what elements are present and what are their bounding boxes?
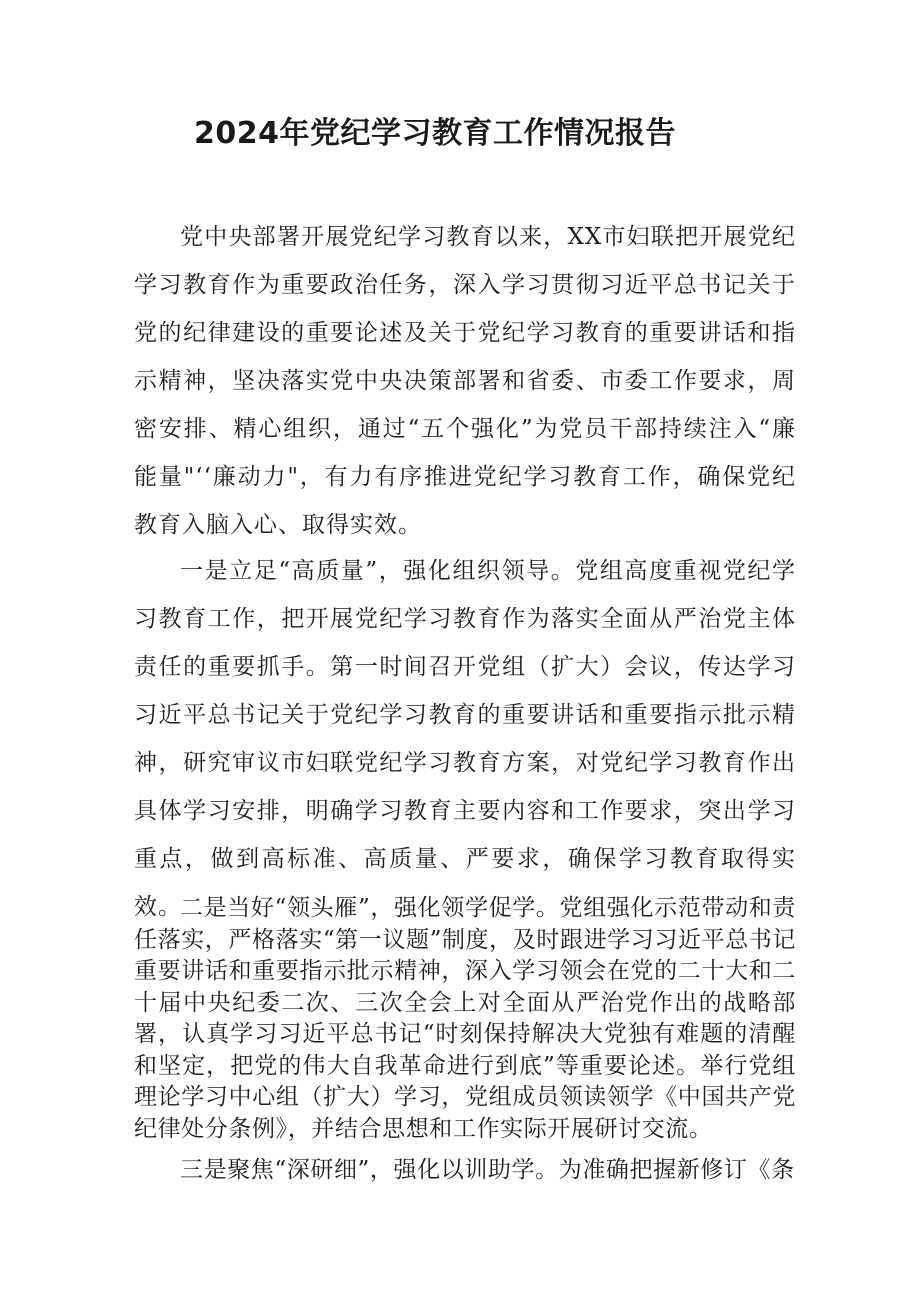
paragraph-organization-leadership: 一是立足“高质量”，强化组织领导。党组高度重视党纪学习教育工作，把开展党纪学习教育作为落实全面从严治党主体责任的重要抓手。第一时间召开党组（扩大）会议，传达学习习近平总书记关于党纪学习教育的重要讲话和重要指示批示精神，研究审议市妇联党纪学习教育方案，对党纪学习教育作出具体学习安排，明确学习教育主要内容和工作要求，突出学习重点，做到高标准、高质量、严要求，确保学习教育取得实效。 xyxy=(134,558,796,920)
paragraph-training: 三是聚焦“深研细”，强化以训助学。为准确把握新修订《条 xyxy=(180,1157,795,1183)
document-title: 2024年党纪学习教育工作情况报告 xyxy=(194,116,676,151)
paragraph-lead-study: 二是当好“领头雁”，强化领学促学。党组强化示范带动和责任落实，严格落实“第一议题”制度，及时跟进学习习近平总书记重要讲话和重要指示批示精神，深入学习领会在党的二十大和二十届中央纪委二次、三次全会上对全面从严治党作出的战略部署，认真学习习近平总书记“时刻保持解决大党独有难题的清醒和坚定，把党的伟大自我革命进行到底”等重要论述。举行党组理论学习中心组（扩大）学习，党组成员领读领学《中国共产党纪律处分条例》，并结合思想和工作实际开展研讨交流。 xyxy=(134,895,796,1142)
paragraph-intro: 党中央部署开展党纪学习教育以来，XX市妇联把开展党纪学习教育作为重要政治任务，深入学习贯彻习近平总书记关于党的纪律建设的重要论述及关于党纪学习教育的重要讲话和指示精神，坚决落实党中央决策部署和省委、市委工作要求，周密安排、精心组织，通过“五个强化”为党员干部持续注入“廉能量"‘‘廉动力"，有力有序推进党纪学习教育工作，确保党纪教育入脑入心、取得实效。 xyxy=(134,224,796,538)
